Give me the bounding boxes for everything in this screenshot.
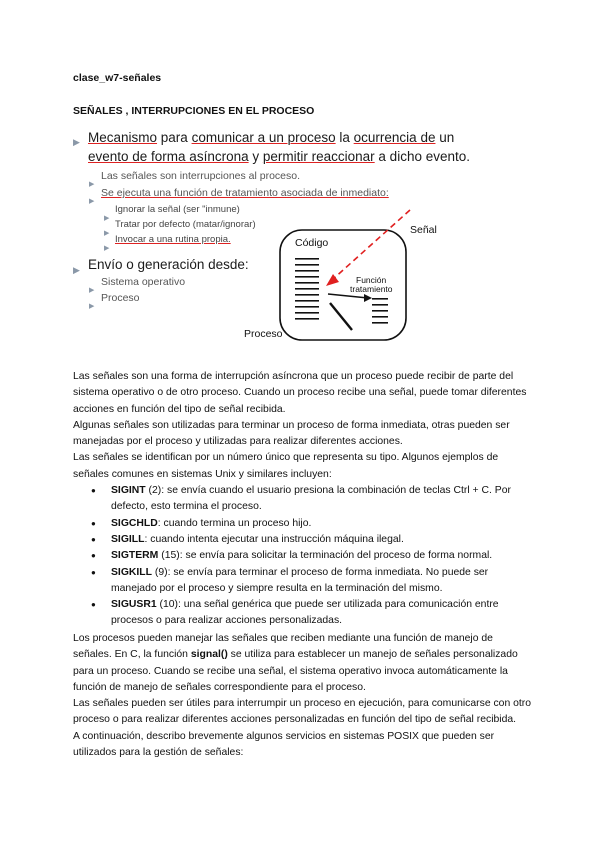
code-lines — [295, 258, 319, 320]
word: permitir reaccionar — [262, 149, 375, 164]
paragraph: Las señales son una forma de interrupción asíncrona que un proceso puede recibir de parte del sistema operativo o de otro proceso. Cuando un proceso recibe una señal, puede tomar diferentes acciones en función del tipo de señal recibida. — [73, 371, 527, 415]
sub-bullet-proceso: Proceso — [101, 292, 140, 304]
word: evento de forma asíncrona — [88, 149, 249, 164]
bullet-arrow-icon: ▶ — [73, 137, 80, 147]
list-item: ● SIGCHLD: cuando termina un proceso hijo. — [73, 516, 533, 532]
sub-sub-arrow-icon: ▶ — [104, 215, 110, 222]
body-text-2 — [73, 631, 533, 761]
signal-arrow — [332, 210, 410, 280]
word: a dicho evento. — [374, 149, 470, 164]
sub-arrow-icon: ▶ — [89, 287, 95, 294]
signal-arrowhead — [326, 274, 339, 286]
jump-line — [330, 303, 352, 330]
paragraph: Los procesos pueden manejar las señales que reciben mediante una función de manejo de señales. En C, la función signal() se utiliza para establecer un manejo de señales personalizado para un proceso. Cuando se recibe una señal, el sistema operativo invoca automáticamente la función de manejo de señales correspondiente para el proceso. — [73, 633, 518, 693]
sub-bullet-interrupciones: Las señales son interrupciones al proceso. — [101, 170, 301, 182]
diagram-label-proceso: Proceso — [244, 328, 283, 340]
diagram-label-tratamiento: tratamiento — [350, 284, 393, 294]
sub-arrow-icon: ▶ — [89, 198, 95, 205]
list-item: ● SIGKILL (9): se envía para terminar el proceso de forma inmediata. No puede ser manejado por el proceso y siempre resulta en la terminación del mismo. — [73, 565, 533, 598]
word: la — [335, 130, 354, 145]
sub-bullet-sistema-operativo: Sistema operativo — [101, 276, 186, 288]
diagram-label-senal: Señal — [410, 224, 437, 236]
handler-lines — [372, 298, 388, 324]
option-invocar: Invocar a una rutina propia. — [115, 234, 231, 245]
word: y — [248, 149, 263, 164]
body-text — [73, 369, 533, 630]
process-diagram — [240, 198, 450, 348]
paragraph: Algunas señales son utilizadas para terminar un proceso de forma inmediata, otras pueden ser manejadas por el proceso y utilizadas para realizar diferentes acciones. — [73, 419, 510, 448]
option-tratar: Tratar por defecto (matar/ignorar) — [115, 219, 256, 230]
document-title: clase_w7-señales — [73, 72, 162, 84]
sub-bullet-funcion-tratamiento: Se ejecuta una función de tratamiento asociada de inmediato: — [101, 187, 389, 199]
word-mecanismo: Mecanismo — [88, 130, 158, 145]
list-item: ● SIGINT (2): se envía cuando el usuario presiona la combinación de teclas Ctrl + C. Por defecto, esto termina el proceso. — [73, 483, 533, 516]
word: ocurrencia de — [353, 130, 436, 145]
list-item: ● SIGUSR1 (10): una señal genérica que puede ser utilizada para comunicación entre procesos o para realizar acciones personalizadas. — [73, 597, 533, 630]
diagram-label-codigo: Código — [295, 237, 329, 249]
signal-list — [73, 483, 533, 630]
word: comunicar a un proceso — [191, 130, 336, 145]
list-item: ● SIGTERM (15): se envía para solicitar la terminación del proceso de forma normal. — [73, 548, 533, 564]
bullet-envio: Envío o generación desde: — [88, 257, 249, 272]
sub-arrow-icon: ▶ — [89, 303, 95, 310]
bullet-mecanismo — [88, 130, 454, 145]
bullet-arrow-icon: ▶ — [73, 265, 80, 275]
paragraph: A continuación, describo brevemente algunos servicios en sistemas POSIX que pueden ser utilizados para la gestión de señales: — [73, 730, 495, 759]
word: un — [435, 130, 455, 145]
section-title: SEÑALES , INTERRUPCIONES EN EL PROCESO — [73, 105, 315, 117]
list-item: ● SIGILL: cuando intenta ejecutar una instrucción máquina ilegal. — [73, 532, 533, 548]
diagram-label-funcion: Función — [356, 275, 387, 285]
paragraph: Las señales se identifican por un número único que representa su tipo. Algunos ejemplos de señales comunes en sistemas Unix y similares incluyen: — [73, 452, 499, 480]
handler-arrow — [328, 294, 368, 298]
option-ignorar: Ignorar la señal (ser "inmune) — [115, 204, 240, 215]
sub-sub-arrow-icon: ▶ — [104, 230, 110, 237]
handler-arrowhead — [364, 294, 372, 302]
paragraph: Las señales pueden ser útiles para interrumpir un proceso en ejecución, para comunicarse con otro proceso o para realizar diferentes acciones personalizadas en función del tipo de señal recibida. — [73, 698, 532, 726]
sub-arrow-icon: ▶ — [89, 181, 95, 188]
word: para — [157, 130, 192, 145]
sub-sub-arrow-icon: ▶ — [104, 245, 110, 252]
bullet-mecanismo-line2 — [88, 149, 470, 164]
